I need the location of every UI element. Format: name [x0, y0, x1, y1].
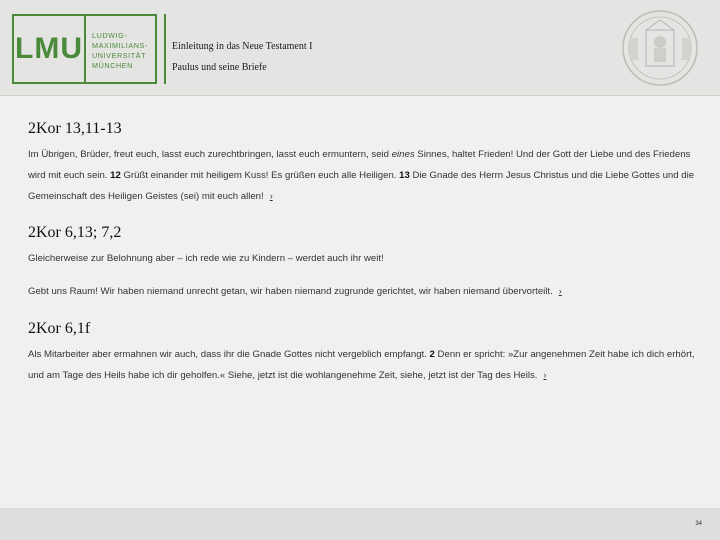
- header: [0, 0, 720, 96]
- text-run: Gebt uns Raum! Wir haben niemand unrecht getan, wir haben niemand zugrunde gerichtet, wir haben niemand übervorteilt.: [28, 286, 553, 297]
- verse-number: 2: [429, 349, 435, 360]
- logo-line: LUDWIG-: [92, 31, 128, 40]
- text-run: Sinnes, haltet Frieden! Und der Gott der Liebe und des Friedens wird mit euch sein.: [28, 149, 691, 181]
- section-2kor-6-1f: [28, 320, 698, 386]
- section-text: [28, 144, 698, 207]
- text-run: Grüßt einander mit heiligem Kuss! Es grüßen euch alle Heiligen.: [120, 170, 400, 181]
- lecture-title-line1: Einleitung in das Neue Testament I: [172, 41, 313, 52]
- verse-number: 12: [110, 170, 121, 181]
- logo-university-name: [86, 16, 155, 82]
- logo-line: MAXIMILIANS-: [92, 41, 148, 50]
- footer: [0, 508, 720, 540]
- logo-abbreviation: LMU: [14, 16, 86, 82]
- page-number: 34: [695, 521, 702, 527]
- next-arrow-link[interactable]: ›: [558, 286, 562, 296]
- next-arrow-link[interactable]: ›: [543, 370, 547, 380]
- logo-line: UNIVERSITÄT: [92, 51, 147, 60]
- section-text: [28, 344, 698, 386]
- text-run: Denn er spricht: »Zur angenehmen Zeit habe ich dich erhört, und am Tage des Heils habe ich dir geholfen.« Siehe, jetzt ist die wohlangenehme Zeit, siehe, jetzt ist der Tag des Heils.: [28, 349, 695, 381]
- verse-number: 13: [399, 170, 410, 181]
- text-run: Als Mitarbeiter aber ermahnen wir auch, dass ihr die Gnade Gottes nicht vergeblich empfangt.: [28, 349, 430, 360]
- logo-line: MÜNCHEN: [92, 61, 133, 70]
- text-run: Die Gnade des Herrn Jesus Christus und die Liebe Gottes und die Gemeinschaft des Heiligen Geistes (sei) mit euch allen!: [28, 170, 695, 202]
- section-heading: 2Kor 6,1f: [28, 320, 91, 337]
- university-seal-icon: [616, 8, 704, 88]
- section-2kor-13: [28, 120, 698, 207]
- header-divider: [164, 14, 166, 84]
- section-heading: 2Kor 6,13; 7,2: [28, 224, 122, 241]
- section-text: [28, 281, 698, 302]
- section-text: Gleicherweise zur Belohnung aber – ich rede wie zu Kindern – werdet auch ihr weit!: [28, 253, 384, 264]
- text-run: Im Übrigen, Brüder, freut euch, lasst euch zurechtbringen, lasst euch ermuntern, seid: [28, 149, 392, 160]
- lmu-logo: [12, 14, 157, 84]
- lecture-title: [172, 40, 312, 82]
- section-2kor-6-13: [28, 224, 698, 302]
- next-arrow-link[interactable]: ›: [269, 191, 273, 201]
- lecture-title-line2: Paulus und seine Briefe: [172, 62, 267, 73]
- emphasis-text: eines: [391, 149, 415, 160]
- section-heading: 2Kor 13,11-13: [28, 120, 122, 137]
